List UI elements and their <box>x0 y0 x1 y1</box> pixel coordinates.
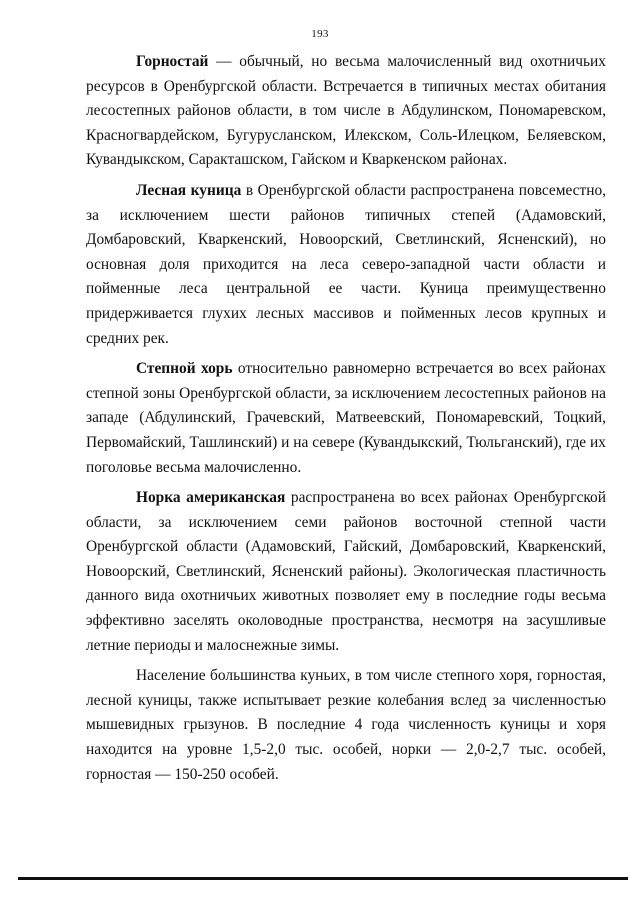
paragraph-ermine-text: — обычный, но весьма малочисленный вид охотничьих ресурсов в Оренбургской области. Встречается в типичных местах обитания лесостепных районов области, в том числе в Абдулинском, Пономаревском, Красногвардейском, Бугурусланском, Илекском, Соль-Илецком, Беляевском, Кувандыкском, Саракташском, Гайском и Кваркенском районах. <box>86 53 606 169</box>
paragraph-population <box>86 664 606 787</box>
term-pine-marten: Лесная куница <box>136 181 242 199</box>
page-number: 193 <box>311 28 329 40</box>
term-steppe-polecat: Степной хорь <box>136 360 233 378</box>
paragraph-american-mink <box>86 486 606 658</box>
paragraph-pine-marten-text: в Оренбургской области распространена повсеместно, за исключением шести районов типичных степей (Адамовский, Домбаровский, Кваркенский, Новоорский, Светлинский, Ясненский), но основная доля приходится на леса северо-западной части области и пойменные леса центральной ее части. Куница преимущественно придерживается глухих лесных массивов и пойменных лесов крупных и средних рек. <box>86 181 607 347</box>
body-text <box>86 50 606 793</box>
paragraph-population-text: Население большинства куньих, в том числе степного хоря, горностая, лесной куницы, также испытывает резкие колебания вслед за численностью мышевидных грызунов. В последние 4 года численность куницы и хоря находится на уровне 1,5-2,0 тыс. особей, норки — 2,0-2,7 тыс. особей, горностая — 150-250 особей. <box>86 667 606 783</box>
bottom-rule <box>18 877 628 880</box>
term-ermine: Горностай <box>136 53 209 70</box>
paragraph-steppe-polecat <box>86 357 606 480</box>
paragraph-ermine <box>86 50 606 173</box>
paragraph-american-mink-text: распространена во всех районах Оренбургской области, за исключением семи районов восточной степной части Оренбургской области (Адамовский, Гайский, Домбаровский, Кваркенский, Новоорский, Светлинский, Ясненский районы). Экологическая пластичность данного вида охотничьих животных позволяет ему в последние годы весьма эффективно заселять околоводные пространства, несмотря на засушливые летние периоды и малоснежные зимы. <box>86 489 606 654</box>
term-american-mink: Норка американская <box>136 489 286 507</box>
paragraph-pine-marten <box>86 179 606 351</box>
paragraph-steppe-polecat-text: относительно равномерно встречается во всех районах степной зоны Оренбургской области, за исключением лесостепных районов на западе (Абдулинский, Грачевский, Матвеевский, Пономаревский, Тоцкий, Первомайский, Ташлинский) и на севере (Кувандыкский, Тюльганский), где их поголовье весьма малочисленно. <box>86 360 606 476</box>
